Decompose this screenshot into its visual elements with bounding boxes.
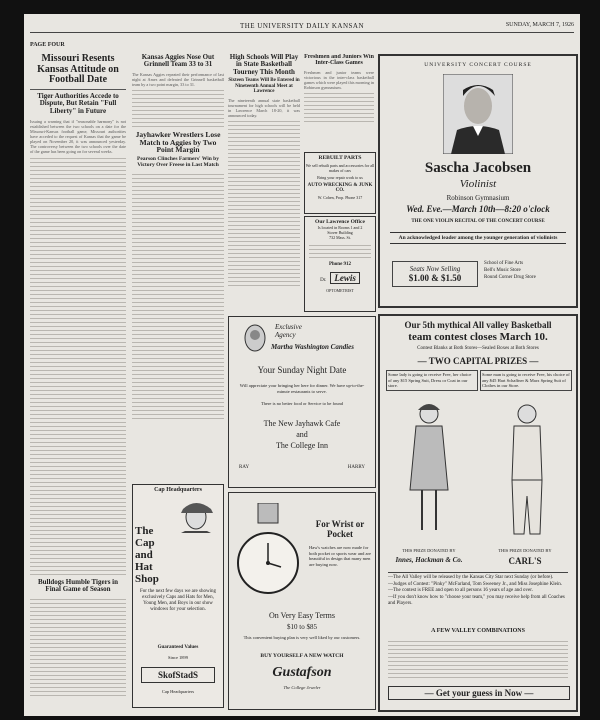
subhead-missouri: Tiger Authorities Accede to Dispute, But Retain "Full Liberty" in Future — [37, 91, 119, 115]
lawrence-line1: Is located in Rooms 1 and 2 — [317, 225, 363, 230]
cap-shop-name — [135, 525, 159, 585]
concert-seats-box — [392, 261, 478, 287]
watch-terms: On Very Easy Terms — [268, 611, 336, 620]
lawrence-line3: 732 Mass. St. — [329, 235, 351, 240]
cap-ad-title: Cap Headquarters — [154, 487, 202, 493]
cap-ad-copy: For the next few days we are showing exclusively Caps and Hats for Men, Young Men, and Boys in our show windows for your selection. — [140, 589, 216, 612]
lewis-name: Lewis — [330, 272, 360, 284]
contest-lady-prize: Some lady is going to receive Free, her choice of any $15 Spring Suit, Dress or Coat in our store. — [386, 370, 478, 391]
concert-venue: School of Fine Arts — [484, 261, 524, 266]
concert-leader: An acknowledged leader among the younger generation of violinists — [390, 232, 566, 244]
headline-wrestlers: Jayhawker Wrestlers Lose Match to Aggies by Two Point Margin — [135, 129, 221, 155]
watch-copy: Haw's watches are now made for both pocket or sports wear and are beautiful in design that many men are buying now. — [309, 545, 371, 567]
article-bulldogs — [30, 596, 126, 696]
concert-recital: THE ONE VIOLIN RECITAL OF THE CONCERT COURSE — [411, 219, 545, 224]
masthead — [30, 16, 574, 48]
cap-ad-since: Since 1899 — [167, 655, 189, 660]
cap-ad-brand-sub: Cap Headquarters — [161, 689, 195, 694]
cafe-name-2: The College Inn — [276, 441, 328, 450]
contest-donor2-label: THIS PRIZE DONATED BY — [498, 548, 552, 553]
contest-donor1-label: THIS PRIZE DONATED BY — [402, 548, 456, 553]
article-freshmen-text — [304, 90, 374, 122]
contest-sub: Contest Blanks at Both Stores—Sealed Boxes at Both Stores — [417, 346, 539, 351]
contest-rule: —If you don't know how to "choose your team," you may receive help from all Coaches and Players. — [388, 594, 565, 606]
lady-figure-illustration — [394, 400, 464, 540]
subhead-wrestlers: Pearson Clinches Farmers' Win by Victory Over Freese in Last Match — [137, 156, 219, 169]
column-2 — [132, 54, 224, 709]
rebuilt-address: W. Cohen, Prop. Phone 317 — [317, 195, 363, 200]
pocket-watch-illustration — [233, 503, 303, 603]
lawrence-phone: Phone 912 — [328, 262, 352, 267]
violinist-portrait — [443, 74, 513, 154]
concert-venues — [484, 260, 570, 281]
watch-title — [309, 519, 371, 539]
lewis-sub: OPTOMETRIST — [326, 288, 354, 293]
candy-agency-text: Agency — [275, 331, 296, 339]
paper-date: SUNDAY, MARCH 7, 1926 — [505, 22, 574, 28]
cap-ad-guarantee: Guaranteed Values — [157, 645, 199, 650]
cap-shop-word: Cap — [135, 537, 155, 549]
contest-rule: —Judges of Contest: "Pinky" McFarland, Tom Sweeney Jr., and Miss Josephine Klein. — [388, 581, 563, 587]
lawrence-line2: Stover Building — [327, 230, 353, 235]
concert-venue: Round Corner Drug Store — [484, 275, 536, 280]
headline-aggies: Kansas Aggies Nose Out Grinnell Team 33 to 31 — [141, 54, 215, 69]
page-number: PAGE FOUR — [30, 42, 65, 48]
man-figure-illustration — [492, 400, 562, 540]
watch-ad — [228, 492, 376, 710]
rebuilt-parts-ad — [304, 152, 376, 214]
cafe-copy2: There is no better food or Service to be found — [260, 401, 344, 406]
lewis-logo — [305, 268, 375, 286]
paper-name: THE UNIVERSITY DAILY KANSAN — [239, 22, 365, 30]
contest-few-combinations: A FEW VALLEY COMBINATIONS — [431, 628, 525, 634]
article-freshmen: Freshmen and junior teams were victorious in the inter-class basketball games which were played this morning in Robinson gymnasium. — [304, 69, 374, 90]
lewis-dr: Dr. — [320, 278, 327, 283]
candy-exclusive — [275, 323, 302, 339]
watch-buy: BUY YOURSELF A NEW WATCH — [260, 653, 344, 659]
column-1 — [30, 54, 126, 709]
cap-man-illustration — [171, 497, 221, 533]
contest-man-prize: Some man is going to receive Free, his choice of any $45 Hart Schaffner & Marx Spring Suit of Clothes in our Store. — [480, 370, 572, 391]
watch-small-copy: This convenient buying plan is very well liked by our customers. — [243, 635, 361, 640]
concert-venue: Bell's Music Store — [484, 268, 521, 273]
contest-title-2: team contest closes March 10. — [408, 331, 548, 343]
watch-title-line: For Wrist or — [315, 519, 365, 529]
article-tourney: The nineteenth annual state basketball tournament for high schools will be held in Lawrence March 18-20, it was announced today. — [228, 97, 300, 118]
martha-washington-icon — [243, 323, 267, 353]
concert-date: Wed. Eve.—March 10th—8:20 o'clock — [406, 204, 550, 214]
article-continued-text — [30, 155, 126, 575]
watch-brand-sub: The College Jeweler — [283, 685, 321, 690]
rebuilt-firm: AUTO WRECKING & JUNK CO. — [307, 183, 373, 193]
column-3 — [228, 54, 300, 314]
rebuilt-line2: Bring your repair work to us — [317, 175, 363, 180]
subhead-tourney: Sixteen Teams Will Be Entered in Nineteenth Annual Meet at Lawrence — [228, 78, 300, 95]
lawrence-text — [309, 242, 371, 260]
cafe-copy1: Will appreciate your bringing her here for dinner. We have up-to-the-minute restaurants to serve. — [239, 383, 365, 394]
cafe-harry: HARRY — [347, 465, 365, 470]
lawrence-office-ad — [304, 216, 376, 312]
concert-ad — [378, 54, 578, 308]
article-aggies-text — [132, 87, 224, 127]
contest-prizes: — TWO CAPITAL PRIZES — — [417, 356, 539, 366]
watch-price: $10 to $85 — [287, 623, 317, 631]
contest-title-1: Our 5th mythical All valley Basketball — [404, 320, 552, 330]
rebuilt-title: REBUILT PARTS — [318, 155, 362, 161]
contest-rules — [388, 572, 568, 608]
watch-brand: Gustafson — [272, 665, 332, 680]
newspaper-page — [24, 14, 580, 716]
headline-tourney: High Schools Will Play in State Basketball Tourney This Month — [229, 54, 299, 76]
rebuilt-line1: We sell rebuilt parts and accessories for all makes of cars — [305, 163, 375, 173]
contest-rule: —The All Valley will be released by the Kansas City Star next Sunday (or before). — [388, 575, 554, 580]
concert-place: Robinson Gymnasium — [446, 194, 510, 202]
headline-freshmen: Freshmen and Juniors Win Inter-Class Games — [304, 54, 374, 67]
cap-shop-word: and — [135, 549, 153, 561]
article-wrestlers-text — [132, 171, 224, 421]
watch-title-line: Pocket — [327, 529, 353, 539]
basketball-contest-ad — [378, 314, 578, 712]
concert-seats: Seats Now Selling — [409, 265, 461, 273]
cafe-ray: RAY — [239, 465, 250, 470]
cafe-name-and: and — [296, 430, 308, 439]
headline-missouri: Missouri Resents Kansas Attitude on Football Date — [37, 54, 119, 85]
cap-shop-word: Hat — [135, 561, 153, 573]
article-text: Issuing a warning that if "reasonable harmony" is not established between the two schools on a date for the Missouri-Kansas football game, Missouri authorities have acceded to the request of Kansas that the game be played on November 20, it was announced yesterday. The controversy between the two schools over the date of the game has been going on for several weeks. — [30, 118, 126, 154]
concert-price: $1.00 & $1.50 — [408, 273, 462, 283]
cafe-ad — [228, 316, 376, 488]
cafe-night: Your Sunday Night Date — [257, 365, 347, 375]
concert-name: Sascha Jacobsen — [424, 160, 532, 176]
headline-bulldogs: Bulldogs Humble Tigers in Final Game of Season — [37, 577, 119, 593]
lawrence-title: Our Lawrence Office — [315, 219, 365, 225]
contest-rule: —The contest is FREE and open to all persons 16 years of age and over. — [388, 588, 533, 593]
concert-course: UNIVERSITY CONCERT COURSE — [424, 62, 532, 68]
contest-donor1-name: Innes, Hackman & Co. — [395, 556, 463, 564]
cap-shop-word: The — [135, 525, 154, 537]
concert-role: Violinist — [459, 178, 497, 190]
article-aggies: The Kansas Aggies repeated their performance of last night at Ames and defeated the Grinnell basketball team by a two point margin, 33 to 31. — [132, 71, 224, 87]
cap-shop-word: Shop — [135, 573, 159, 585]
cafe-name-1: The New Jayhawk Cafe — [263, 419, 341, 428]
article-missouri — [30, 119, 126, 575]
article-tourney-text — [228, 118, 300, 288]
cap-ad-brand: SkofStadS — [141, 667, 215, 683]
candy-exclusive-text: Exclusive — [275, 323, 302, 331]
contest-get-guess: — Get your guess in Now — — [388, 686, 570, 700]
contest-donor2-name: CARL'S — [508, 556, 542, 566]
cap-shop-ad — [132, 484, 224, 708]
contest-combinations-list — [388, 638, 568, 680]
candy-brand: Martha Washington Candies — [271, 343, 354, 351]
